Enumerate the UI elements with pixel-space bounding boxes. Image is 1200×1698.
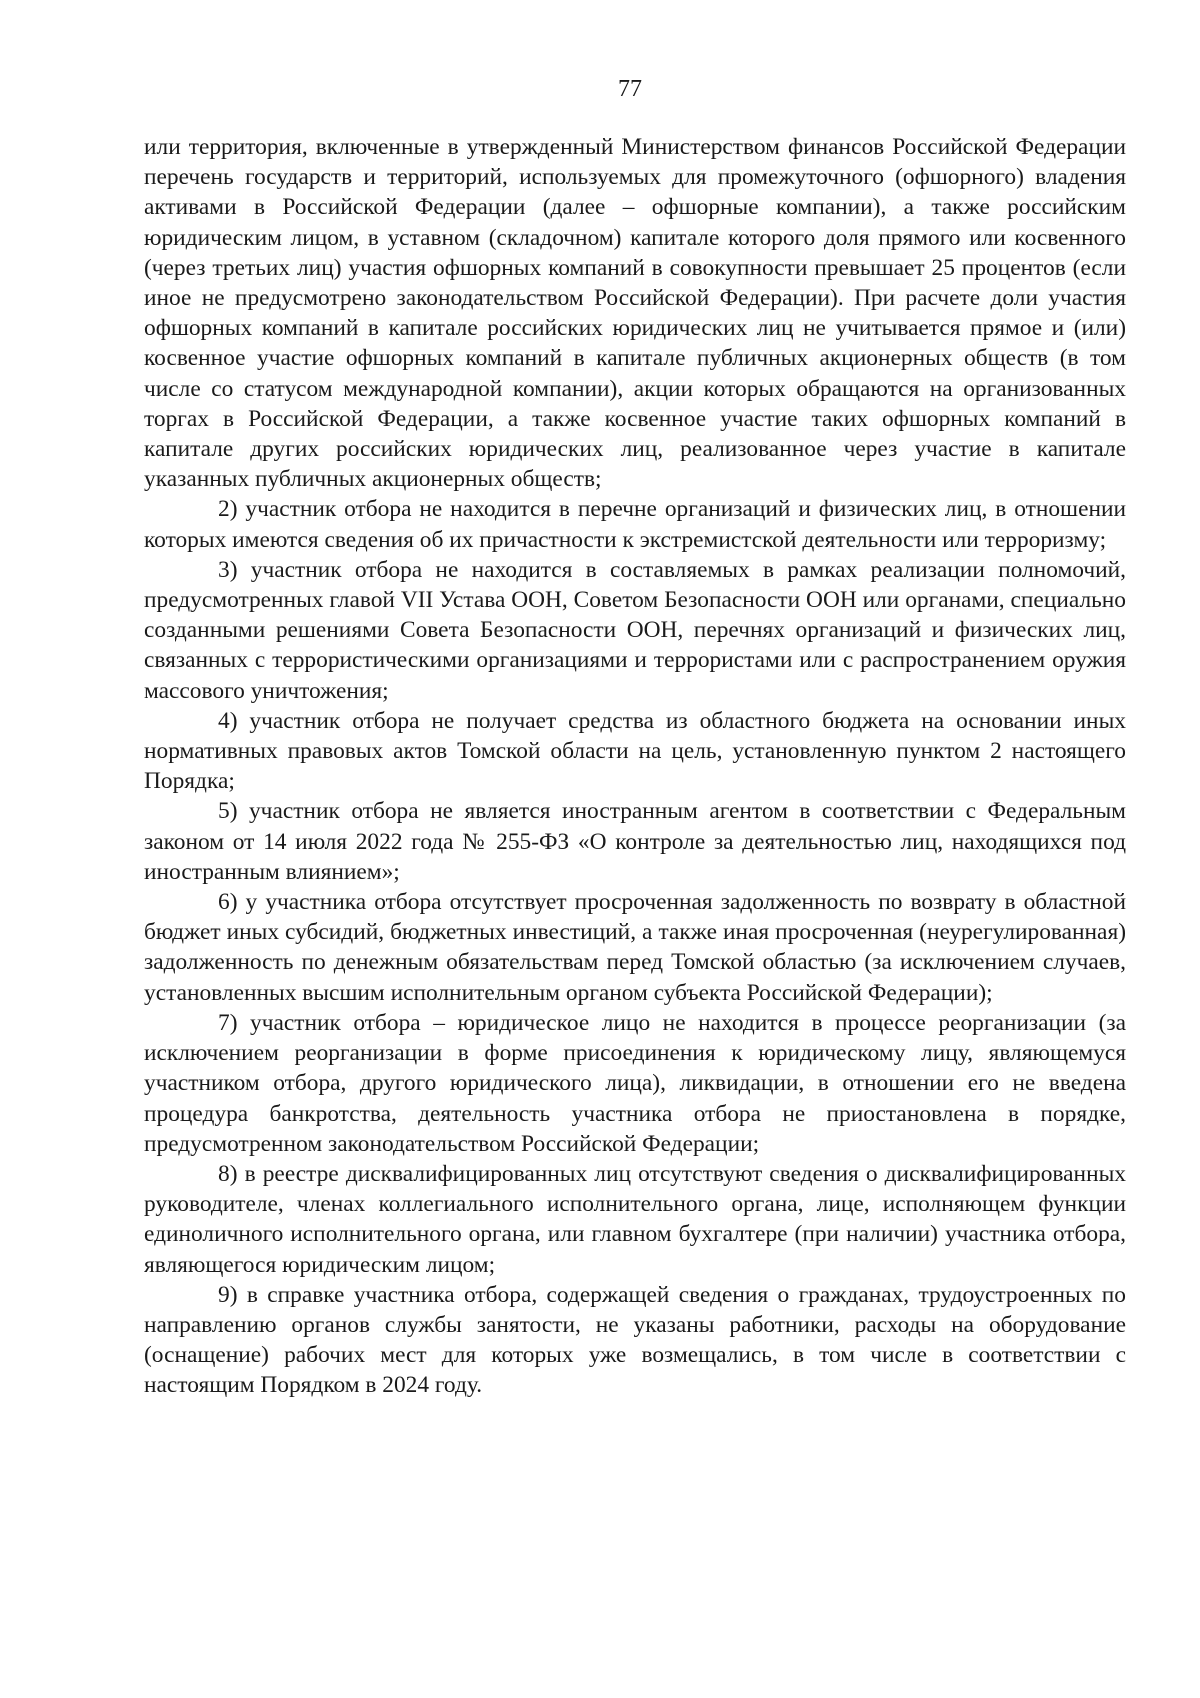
list-item-4: 4) участник отбора не получает средства из областного бюджета на основании иных нормативных правовых актов Томской области на цель, установленную пунктом 2 настоящего Порядка; bbox=[144, 707, 1126, 795]
list-item-3: 3) участник отбора не находится в составляемых в рамках реализации полномочий, предусмотренных главой VII Устава ООН, Советом Безопасности ООН или органами, специально созданными решениями Совета Безопасности ООН, перечнях организаций и физических лиц, связанных с террористическими организациями и террористами или с распространением оружия массового уничтожения; bbox=[144, 556, 1126, 704]
paragraph-continuation: или территория, включенные в утвержденный Министерством финансов Российской Федерации перечень государств и территорий, используемых для промежуточного (офшорного) владения активами в Российской Федерации (далее – офшорные компании), а также российским юридическим лицом, в уставном (складочном) капитале которого доля прямого или косвенного (через третьих лиц) участия офшорных компаний в совокупности превышает 25 процентов (если иное не предусмотрено законодательством Российской Федерации). При расчете доли участия офшорных компаний в капитале российских юридических лиц не учитывается прямое и (или) косвенное участие офшорных компаний в капитале публичных акционерных обществ (в том числе со статусом международной компании), акции которых обращаются на организованных торгах в Российской Федерации, а также косвенное участие таких офшорных компаний в капитале других российских юридических лиц, реализованное через участие в капитале указанных публичных акционерных обществ; bbox=[144, 134, 1126, 493]
list-item-5: 5) участник отбора не является иностранным агентом в соответствии с Федеральным законом от 14 июля 2022 года № 255-ФЗ «О контроле за деятельностью лиц, находящихся под иностранным влиянием»; bbox=[144, 798, 1126, 885]
page-number: 77 bbox=[618, 76, 642, 102]
list-item-6: 6) у участника отбора отсутствует просроченная задолженность по возврату в областной бюджет иных субсидий, бюджетных инвестиций, а также иная просроченная (неурегулированная) задолженность по денежным обязательствам перед Томской областью (за исключением случаев, установленных высшим исполнительным органом субъекта Российской Федерации); bbox=[144, 889, 1126, 1006]
list-item-8: 8) в реестре дисквалифицированных лиц отсутствуют сведения о дисквалифицированных руководителе, членах коллегиального исполнительного органа, лице, исполняющем функции единоличного исполнительного органа, или главном бухгалтере (при наличии) участника отбора, являющегося юридическим лицом; bbox=[144, 1160, 1126, 1278]
list-item-7: 7) участник отбора – юридическое лицо не находится в процессе реорганизации (за исключением реорганизации в форме присоединения к юридическому лицу, являющемуся участником отбора, другого юридического лица), ликвидации, в отношении его не введена процедура банкротства, деятельность участника отбора не приостановлена в порядке, предусмотренном законодательством Российской Федерации; bbox=[144, 1009, 1126, 1157]
document-body bbox=[144, 132, 1126, 1401]
list-item-2: 2) участник отбора не находится в перечне организаций и физических лиц, в отношении которых имеются сведения об их причастности к экстремистской деятельности или терроризму; bbox=[144, 496, 1126, 553]
list-item-9: 9) в справке участника отбора, содержащей сведения о гражданах, трудоустроенных по направлению органов службы занятости, не указаны работники, расходы на оборудование (оснащение) рабочих мест для которых уже возмещались, в том числе в соответствии с настоящим Порядком в 2024 году. bbox=[144, 1281, 1126, 1399]
